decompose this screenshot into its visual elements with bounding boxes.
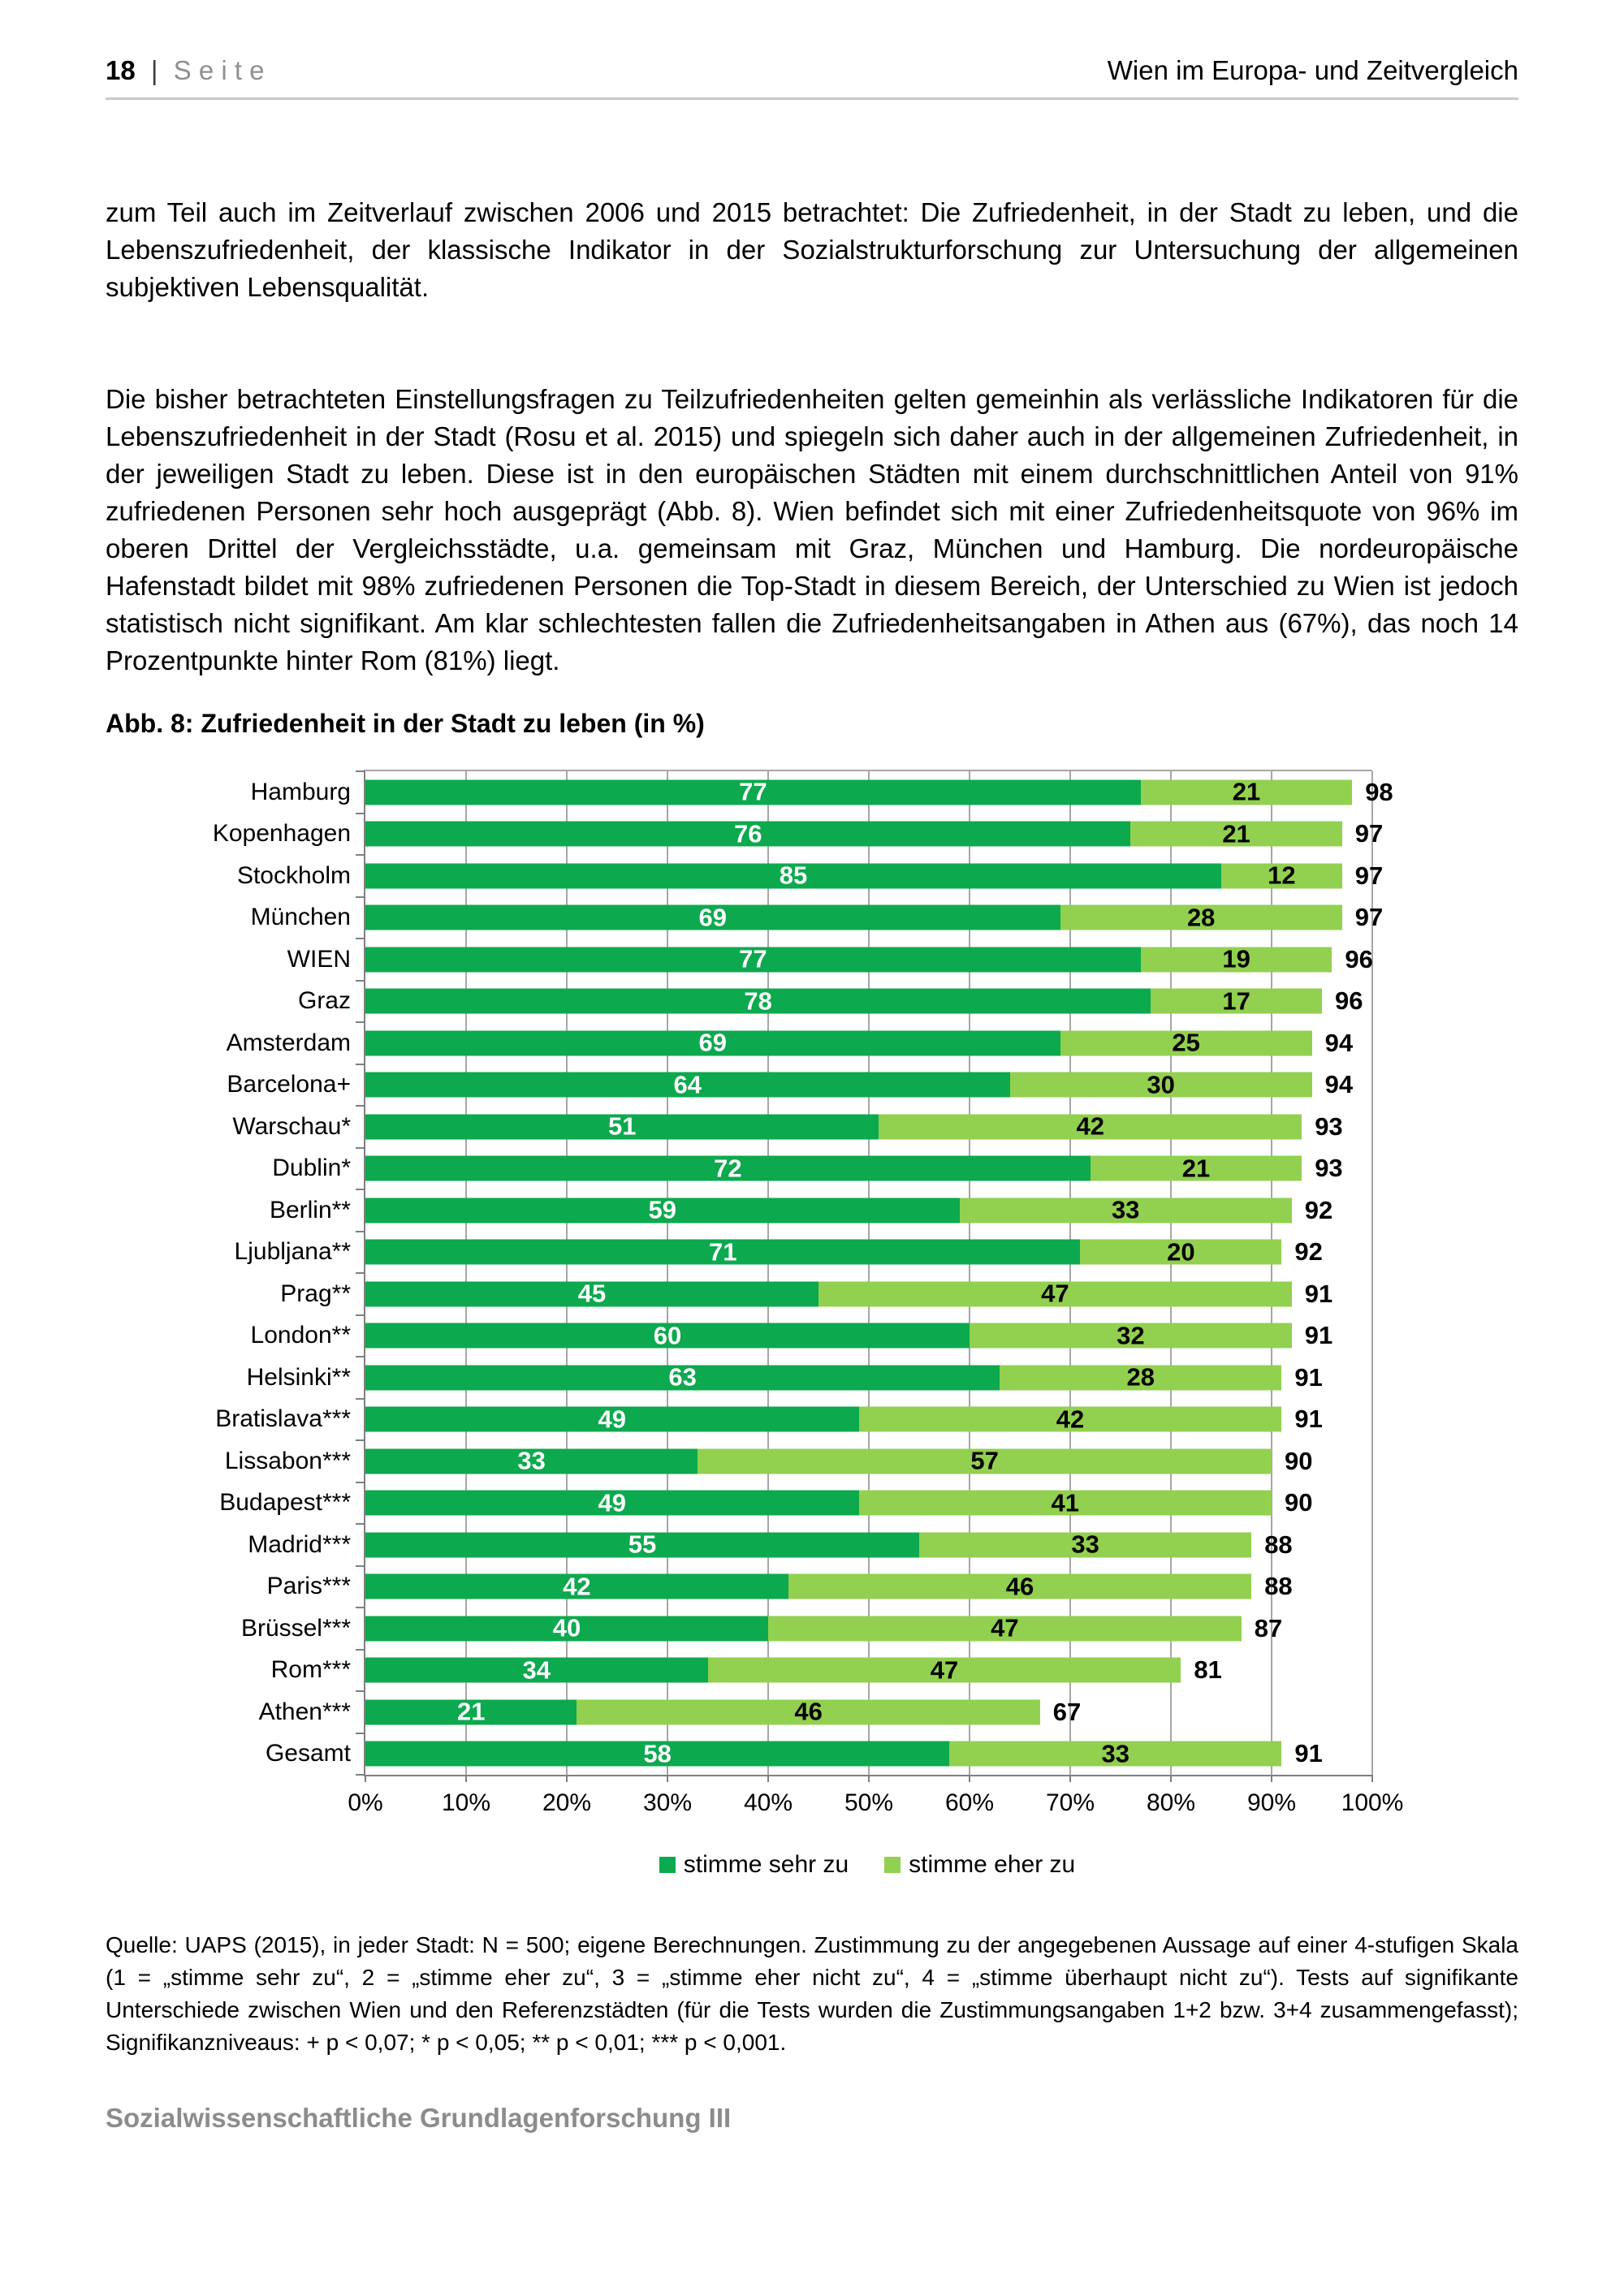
bar-segment-stimme-sehr-zu: 40 bbox=[365, 1616, 768, 1641]
chart-row bbox=[280, 1273, 1372, 1315]
x-axis-tick bbox=[1371, 1775, 1373, 1782]
category-label: Bratislava*** bbox=[215, 1405, 351, 1433]
bar-segment-stimme-eher-zu: 47 bbox=[818, 1281, 1292, 1306]
category-label: Athen*** bbox=[258, 1698, 351, 1725]
legend-label-stimme-sehr-zu: stimme sehr zu bbox=[683, 1851, 849, 1878]
legend-swatch-stimme-sehr-zu bbox=[659, 1857, 676, 1873]
total-label: 93 bbox=[1315, 1154, 1343, 1183]
total-label: 91 bbox=[1294, 1739, 1323, 1768]
bar bbox=[365, 1198, 1292, 1223]
bar bbox=[365, 1323, 1292, 1349]
bar-segment-stimme-sehr-zu: 49 bbox=[365, 1491, 859, 1516]
total-label: 91 bbox=[1294, 1362, 1323, 1392]
category-label: Dublin* bbox=[272, 1154, 351, 1182]
bar bbox=[365, 1532, 1251, 1557]
x-axis-label: 80% bbox=[1146, 1789, 1196, 1816]
chart-row bbox=[227, 1064, 1372, 1107]
y-axis-tick bbox=[356, 1231, 365, 1232]
chart-row bbox=[250, 1315, 1372, 1357]
bar bbox=[365, 947, 1332, 972]
bar bbox=[365, 905, 1342, 930]
bar-segment-stimme-eher-zu: 42 bbox=[879, 1114, 1302, 1139]
chart-row bbox=[226, 1022, 1372, 1064]
y-axis-tick bbox=[356, 1565, 365, 1567]
y-axis-tick bbox=[356, 896, 365, 898]
bar-segment-stimme-eher-zu: 33 bbox=[960, 1198, 1292, 1223]
x-axis-label: 0% bbox=[348, 1789, 383, 1816]
bar-segment-stimme-eher-zu: 46 bbox=[577, 1699, 1039, 1724]
category-label: London** bbox=[250, 1322, 351, 1349]
bar-segment-stimme-sehr-zu: 72 bbox=[365, 1156, 1091, 1181]
figure-title: Abb. 8: Zufriedenheit in der Stadt zu leben (in %) bbox=[106, 709, 705, 738]
category-label: Madrid*** bbox=[248, 1530, 351, 1558]
bar-segment-stimme-sehr-zu: 76 bbox=[365, 822, 1130, 847]
category-label: Barcelona+ bbox=[227, 1071, 351, 1098]
bar-segment-stimme-sehr-zu: 49 bbox=[365, 1407, 859, 1432]
legend-item-stimme-sehr-zu bbox=[659, 1851, 849, 1879]
x-axis-tick bbox=[365, 1775, 366, 1782]
total-label: 93 bbox=[1315, 1111, 1343, 1141]
bar-segment-stimme-sehr-zu: 63 bbox=[365, 1365, 1000, 1390]
y-axis-tick bbox=[356, 1272, 365, 1274]
total-label: 67 bbox=[1052, 1697, 1082, 1726]
bar-segment-stimme-eher-zu: 12 bbox=[1221, 863, 1342, 888]
y-axis-tick bbox=[356, 938, 365, 939]
bar-segment-stimme-eher-zu: 30 bbox=[1010, 1072, 1312, 1098]
x-axis-label: 70% bbox=[1045, 1789, 1095, 1816]
category-label: Berlin** bbox=[269, 1196, 351, 1224]
bar-segment-stimme-eher-zu: 21 bbox=[1130, 822, 1341, 847]
total-label: 97 bbox=[1354, 861, 1384, 890]
x-axis-tick bbox=[566, 1775, 568, 1782]
bar bbox=[365, 1741, 1281, 1767]
bar bbox=[365, 1658, 1181, 1683]
y-axis-tick bbox=[356, 1021, 365, 1023]
stacked-bar-chart bbox=[106, 770, 1518, 1879]
total-label: 97 bbox=[1354, 903, 1384, 932]
x-axis-label: 50% bbox=[844, 1789, 894, 1816]
paragraph: zum Teil auch im Zeitverlauf zwischen 2006 und 2015 betrachtet: Die Zufriedenheit, in der Stadt zu leben, und die Lebenszufriedenheit, der klassische Indikator in der Sozialstrukturforschung zur Untersuchung der allgemeinen subjektiven Lebensqualität. bbox=[106, 197, 1518, 302]
bar bbox=[365, 1030, 1312, 1055]
category-label: Budapest*** bbox=[219, 1489, 351, 1517]
total-label: 90 bbox=[1285, 1446, 1313, 1475]
total-label: 98 bbox=[1365, 777, 1393, 806]
y-axis-tick bbox=[356, 1314, 365, 1316]
total-label: 94 bbox=[1324, 1070, 1354, 1099]
bar bbox=[365, 1072, 1312, 1098]
total-label: 92 bbox=[1294, 1237, 1323, 1267]
y-axis-tick bbox=[356, 1733, 365, 1734]
bar bbox=[365, 1240, 1281, 1265]
y-axis-tick bbox=[356, 1607, 365, 1608]
bar-segment-stimme-eher-zu: 20 bbox=[1080, 1240, 1281, 1265]
bar-segment-stimme-sehr-zu: 78 bbox=[365, 989, 1151, 1014]
category-label: Paris*** bbox=[266, 1573, 351, 1600]
bar-segment-stimme-sehr-zu: 69 bbox=[365, 905, 1060, 930]
bar bbox=[365, 1448, 1272, 1474]
chart-row bbox=[258, 1691, 1372, 1733]
x-axis-tick bbox=[465, 1775, 467, 1782]
bar-segment-stimme-eher-zu: 47 bbox=[708, 1658, 1181, 1683]
y-axis-tick bbox=[356, 1482, 365, 1483]
bar-segment-stimme-sehr-zu: 34 bbox=[365, 1658, 708, 1683]
bar bbox=[365, 822, 1342, 847]
header-left bbox=[106, 55, 265, 86]
bar-segment-stimme-sehr-zu: 77 bbox=[365, 779, 1141, 805]
y-axis-tick bbox=[356, 1439, 365, 1441]
legend-item-stimme-eher-zu bbox=[884, 1851, 1075, 1879]
category-label: Prag** bbox=[280, 1280, 351, 1307]
bar bbox=[365, 1616, 1242, 1641]
x-axis-label: 30% bbox=[642, 1789, 693, 1816]
x-axis-tick bbox=[969, 1775, 970, 1782]
total-label: 91 bbox=[1294, 1405, 1323, 1434]
x-axis-label: 100% bbox=[1341, 1789, 1404, 1816]
total-label: 88 bbox=[1264, 1530, 1293, 1559]
y-axis-tick bbox=[356, 813, 365, 814]
bar bbox=[365, 1699, 1040, 1724]
bar-segment-stimme-sehr-zu: 33 bbox=[365, 1448, 698, 1474]
page-number: 18 bbox=[106, 55, 136, 85]
bar-segment-stimme-eher-zu: 21 bbox=[1141, 779, 1352, 805]
bar-segment-stimme-sehr-zu: 51 bbox=[365, 1114, 879, 1139]
y-axis-tick bbox=[356, 1147, 365, 1149]
chart-row bbox=[265, 1733, 1372, 1776]
total-label: 88 bbox=[1264, 1572, 1293, 1601]
chart-row bbox=[236, 855, 1384, 897]
x-axis-label: 40% bbox=[743, 1789, 793, 1816]
chart-row bbox=[224, 1440, 1372, 1482]
category-label: Graz bbox=[297, 987, 351, 1015]
category-label: WIEN bbox=[287, 945, 351, 973]
x-axis-tick bbox=[1271, 1775, 1272, 1782]
bar bbox=[365, 1156, 1302, 1181]
chart-row bbox=[248, 1524, 1372, 1566]
chart-row bbox=[250, 897, 1384, 939]
x-axis-label: 20% bbox=[542, 1789, 592, 1816]
chart-row bbox=[287, 939, 1373, 981]
chart-row bbox=[246, 1357, 1372, 1399]
y-axis-tick bbox=[356, 1064, 365, 1065]
category-label: Hamburg bbox=[250, 778, 351, 805]
category-label: Lissabon*** bbox=[224, 1447, 351, 1474]
chart-row bbox=[234, 1232, 1372, 1274]
y-axis-tick bbox=[356, 770, 365, 772]
bar-segment-stimme-eher-zu: 21 bbox=[1091, 1156, 1302, 1181]
bar bbox=[365, 779, 1352, 805]
total-label: 96 bbox=[1345, 944, 1373, 973]
x-axis-label: 60% bbox=[944, 1789, 995, 1816]
y-axis-tick bbox=[356, 980, 365, 982]
bar-segment-stimme-sehr-zu: 45 bbox=[365, 1281, 818, 1306]
bar-segment-stimme-eher-zu: 28 bbox=[1060, 905, 1342, 930]
bar bbox=[365, 1365, 1281, 1390]
bar bbox=[365, 1281, 1292, 1306]
y-axis-tick bbox=[356, 1523, 365, 1525]
x-axis-tick bbox=[1170, 1775, 1172, 1782]
y-axis-tick bbox=[356, 1189, 365, 1190]
chart-row bbox=[232, 1106, 1372, 1148]
y-axis-tick bbox=[356, 1356, 365, 1357]
x-axis-label: 90% bbox=[1246, 1789, 1297, 1816]
bar-segment-stimme-eher-zu: 32 bbox=[970, 1323, 1292, 1349]
total-label: 90 bbox=[1285, 1488, 1313, 1517]
bar-segment-stimme-sehr-zu: 60 bbox=[365, 1323, 970, 1349]
category-label: Gesamt bbox=[265, 1740, 351, 1767]
total-label: 91 bbox=[1304, 1321, 1333, 1350]
category-label: Kopenhagen bbox=[212, 820, 351, 848]
bar-segment-stimme-eher-zu: 42 bbox=[859, 1407, 1282, 1432]
bar-segment-stimme-eher-zu: 57 bbox=[698, 1448, 1272, 1474]
y-axis-tick bbox=[356, 1649, 365, 1651]
y-axis-tick bbox=[356, 1105, 365, 1107]
chart-row bbox=[266, 1566, 1372, 1608]
y-axis-tick bbox=[356, 854, 365, 856]
header-separator: | bbox=[150, 55, 158, 85]
total-label: 96 bbox=[1335, 986, 1363, 1016]
bar-segment-stimme-eher-zu: 47 bbox=[768, 1616, 1242, 1641]
total-label: 87 bbox=[1254, 1613, 1283, 1642]
chart-row bbox=[270, 1650, 1372, 1692]
header-running-title: Wien im Europa- und Zeitvergleich bbox=[1107, 55, 1518, 85]
plot-area bbox=[212, 770, 1404, 1816]
bar-segment-stimme-eher-zu: 28 bbox=[1000, 1365, 1281, 1390]
x-axis-label: 10% bbox=[441, 1789, 491, 1816]
bar-segment-stimme-eher-zu: 25 bbox=[1060, 1030, 1312, 1055]
bar-segment-stimme-sehr-zu: 55 bbox=[365, 1532, 919, 1557]
bar bbox=[365, 863, 1342, 888]
total-label: 81 bbox=[1194, 1655, 1222, 1685]
bar-segment-stimme-sehr-zu: 77 bbox=[365, 947, 1141, 972]
bar-segment-stimme-eher-zu: 17 bbox=[1151, 989, 1322, 1014]
page-word: S e i t e bbox=[173, 55, 265, 85]
category-label: Warschau* bbox=[232, 1112, 351, 1140]
x-axis-tick bbox=[1069, 1775, 1071, 1782]
bar-segment-stimme-eher-zu: 46 bbox=[788, 1574, 1251, 1599]
category-label: Helsinki** bbox=[246, 1363, 351, 1391]
category-label: Brüssel*** bbox=[240, 1614, 351, 1642]
chart-row bbox=[269, 1189, 1372, 1232]
chart-legend bbox=[364, 1851, 1371, 1879]
bar-segment-stimme-sehr-zu: 85 bbox=[365, 863, 1221, 888]
chart-row bbox=[219, 1482, 1372, 1525]
chart-row bbox=[272, 1148, 1372, 1190]
bar-segment-stimme-eher-zu: 41 bbox=[859, 1491, 1272, 1516]
bar bbox=[365, 1407, 1281, 1432]
bar-segment-stimme-eher-zu: 19 bbox=[1141, 947, 1332, 972]
chart-row bbox=[250, 771, 1393, 814]
y-axis-tick bbox=[356, 1690, 365, 1692]
bar bbox=[365, 1574, 1251, 1599]
bar-segment-stimme-sehr-zu: 71 bbox=[365, 1240, 1080, 1265]
page-footer: Sozialwissenschaftliche Grundlagenforschung III bbox=[106, 2103, 732, 2133]
bar-segment-stimme-sehr-zu: 64 bbox=[365, 1072, 1010, 1098]
category-label: Rom*** bbox=[270, 1656, 351, 1684]
legend-label-stimme-eher-zu: stimme eher zu bbox=[909, 1851, 1076, 1878]
bar bbox=[365, 989, 1322, 1014]
source-note: Quelle: UAPS (2015), in jeder Stadt: N = 500; eigene Berechnungen. Zustimmung zu der angegebenen Aussage auf einer 4-stufigen Skala (1 = „stimme sehr zu“, 2 = „stimme eher zu“, 3 = „stimme eher nicht zu“, 4 = „stimme überhaupt nicht zu“). Tests auf signifikante Unterschiede zwischen Wien und den Referenzstädten (für die Tests wurden die Zustimmungsangaben 1+2 bzw. 3+4 zusammengefasst); Signifikanzniveaus: + p < 0,07; * p < 0,05; ** p < 0,01; *** p < 0,001. bbox=[106, 1932, 1518, 2055]
bar-segment-stimme-sehr-zu: 59 bbox=[365, 1198, 960, 1223]
chart-row bbox=[212, 814, 1384, 856]
bar-segment-stimme-sehr-zu: 69 bbox=[365, 1030, 1060, 1055]
x-axis-tick bbox=[767, 1775, 769, 1782]
bar bbox=[365, 1114, 1302, 1139]
total-label: 94 bbox=[1324, 1028, 1354, 1057]
chart-row bbox=[215, 1399, 1372, 1441]
total-label: 91 bbox=[1304, 1279, 1333, 1308]
chart-row bbox=[240, 1608, 1372, 1650]
bar-segment-stimme-sehr-zu: 42 bbox=[365, 1574, 788, 1599]
bar bbox=[365, 1491, 1272, 1516]
bar-segment-stimme-sehr-zu: 21 bbox=[365, 1699, 577, 1724]
bar-segment-stimme-eher-zu: 33 bbox=[919, 1532, 1251, 1557]
paragraph: Die bisher betrachteten Einstellungsfragen zu Teilzufriedenheiten gelten gemeinhin als verlässliche Indikatoren für die Lebenszufriedenheit in der Stadt (Rosu et al. 2015) und spiegeln sich daher auch in der allgemeinen Zufriedenheit, in der jeweiligen Stadt zu leben. Diese ist in den europäischen Städten mit einem durchschnittlichen Anteil von 91% zufriedenen Personen sehr hoch ausgeprägt (Abb. 8). Wien befindet sich mit einer Zufriedenheitsquote von 96% im oberen Drittel der Vergleichsstädte, u.a. gemeinsam mit Graz, München und Hamburg. Die nordeuropäische Hafenstadt bildet mit 98% zufriedenen Personen die Top-Stadt in diesem Bereich, der Unterschied zu Wien ist jedoch statistisch nicht signifikant. Am klar schlechtesten fallen die Zufriedenheitsangaben in Athen aus (67%), das noch 14 Prozentpunkte hinter Rom (81%) liegt. bbox=[106, 384, 1518, 675]
y-axis-tick bbox=[356, 1398, 365, 1400]
total-label: 92 bbox=[1304, 1195, 1333, 1224]
x-axis-tick bbox=[667, 1775, 668, 1782]
bar-segment-stimme-eher-zu: 33 bbox=[949, 1741, 1281, 1767]
category-label: Amsterdam bbox=[226, 1029, 351, 1056]
x-axis-tick bbox=[868, 1775, 870, 1782]
legend-swatch-stimme-eher-zu bbox=[884, 1857, 901, 1873]
category-label: Stockholm bbox=[236, 861, 351, 889]
category-label: Ljubljana** bbox=[234, 1238, 351, 1266]
page-header bbox=[106, 0, 1518, 100]
chart-row bbox=[297, 981, 1372, 1023]
category-label: München bbox=[250, 904, 351, 931]
bar-segment-stimme-sehr-zu: 58 bbox=[365, 1741, 949, 1767]
total-label: 97 bbox=[1354, 819, 1384, 848]
